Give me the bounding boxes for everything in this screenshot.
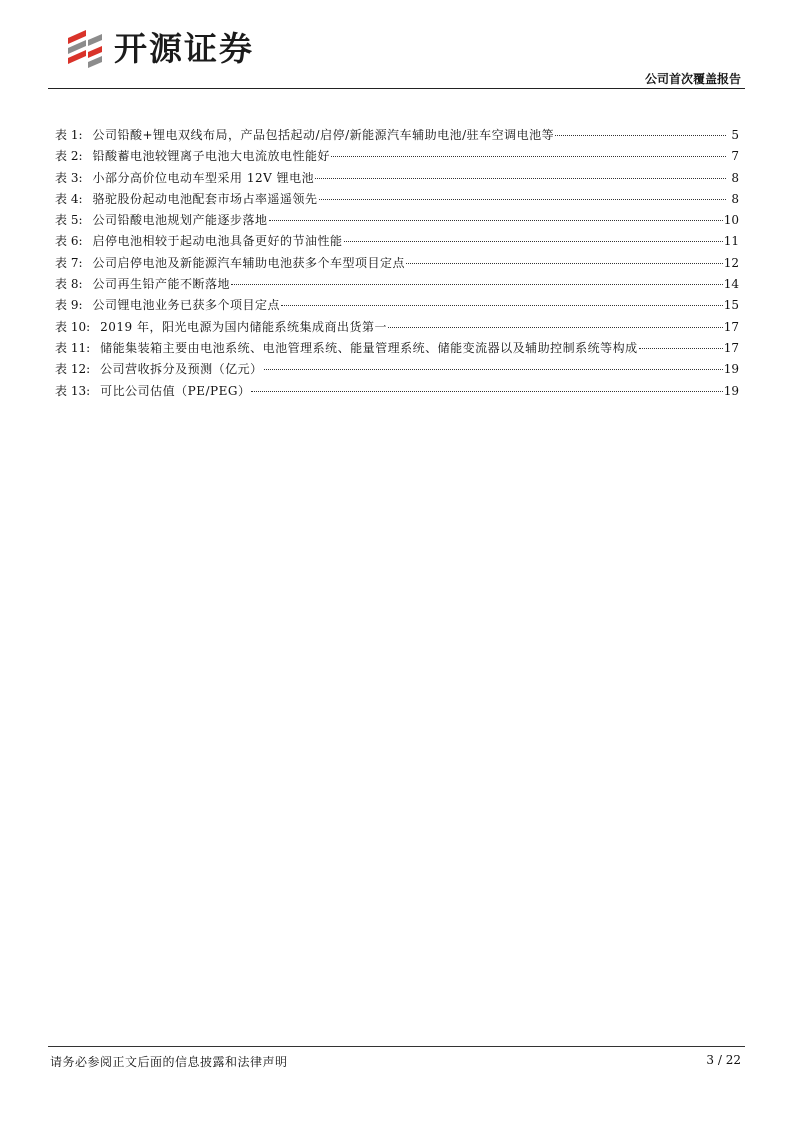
page-header xyxy=(0,0,793,90)
toc-entry-label: 表 2: xyxy=(55,149,83,164)
toc-entry-label: 表 1: xyxy=(55,128,83,142)
toc-entry-page: 12 xyxy=(723,255,739,270)
toc-entry-title: 公司锂电池业务已获多个项目定点 xyxy=(92,298,281,313)
toc-dot-leader xyxy=(319,185,726,200)
toc-entry-page: 8 xyxy=(731,191,739,206)
toc-dot-leader xyxy=(639,334,723,349)
toc-entry-page: 17 xyxy=(723,340,739,355)
toc-entry-title: 可比公司估值（PE/PEG） xyxy=(100,383,251,398)
toc-entry-title: 公司再生铅产能不断落地 xyxy=(92,277,231,292)
toc-entry-label: 表 10: xyxy=(55,319,91,334)
toc-entry-title: 小部分高价位电动车型采用 12V 锂电池 xyxy=(92,170,315,185)
toc-entry-label: 表 8: xyxy=(55,277,83,292)
logo-text: 开源证券 xyxy=(114,29,254,68)
toc-dot-leader xyxy=(269,206,723,221)
toc-dot-leader xyxy=(406,249,723,264)
toc-dot-leader xyxy=(231,270,723,285)
toc-entry-page: 14 xyxy=(723,277,739,292)
toc-entry-label: 表 7: xyxy=(55,255,83,270)
toc-entry-page: 8 xyxy=(731,170,739,185)
toc-dot-leader xyxy=(555,121,726,136)
toc-entry-title: 公司铅酸电池规划产能逐步落地 xyxy=(92,213,268,228)
toc-entry-title: 公司铅酸+锂电双线布局，产品包括起动/启停/新能源汽车辅助电池/驻车空调电池等 xyxy=(92,128,555,142)
toc-entry-page: 5 xyxy=(731,128,739,142)
toc-entry-label: 表 9: xyxy=(55,298,83,313)
toc-entry-label: 表 3: xyxy=(55,170,83,185)
toc-entry-label: 表 11: xyxy=(55,340,91,355)
toc-entry-title: 铅酸蓄电池较锂离子电池大电流放电性能好 xyxy=(92,149,331,164)
footer-disclaimer: 请务必参阅正文后面的信息披露和法律声明 xyxy=(50,1055,288,1069)
company-logo xyxy=(62,26,254,72)
toc-entry-title: 启停电池相较于起动电池具备更好的节油性能 xyxy=(92,234,343,249)
toc-entry-label: 表 13: xyxy=(55,383,91,398)
toc-entry-page: 15 xyxy=(723,298,739,313)
toc-dot-leader xyxy=(344,227,723,242)
toc-entry-label: 表 5: xyxy=(55,213,83,228)
header-divider xyxy=(48,88,745,89)
toc-entry-page: 10 xyxy=(723,213,739,228)
toc-entry[interactable] xyxy=(55,380,739,401)
table-of-tables xyxy=(55,124,739,401)
toc-entry-page: 7 xyxy=(731,149,739,164)
toc-dot-leader xyxy=(331,142,726,157)
report-type-label: 公司首次覆盖报告 xyxy=(644,72,741,86)
toc-entry-title: 2019 年，阳光电源为国内储能系统集成商出货第一 xyxy=(100,319,387,334)
toc-entry-page: 19 xyxy=(723,383,739,398)
toc-entry-title: 骆驼股份起动电池配套市场占率遥遥领先 xyxy=(92,191,318,206)
toc-dot-leader xyxy=(264,355,723,370)
toc-dot-leader xyxy=(251,377,722,392)
footer-divider xyxy=(48,1046,745,1047)
toc-dot-leader xyxy=(281,291,723,306)
toc-dot-leader xyxy=(315,164,726,179)
toc-entry-page: 19 xyxy=(723,362,739,377)
toc-entry[interactable] xyxy=(55,316,739,337)
toc-entry-title: 储能集装箱主要由电池系统、电池管理系统、能量管理系统、储能变流器以及辅助控制系统等构成 xyxy=(100,340,638,355)
toc-dot-leader xyxy=(388,313,723,328)
toc-entry-title: 公司启停电池及新能源汽车辅助电池获多个车型项目定点 xyxy=(92,255,406,270)
page-indicator: 3 / 22 xyxy=(706,1053,741,1067)
toc-entry-label: 表 12: xyxy=(55,362,91,377)
toc-entry-label: 表 4: xyxy=(55,191,83,206)
toc-entry-label: 表 6: xyxy=(55,234,83,249)
toc-entry-title: 公司营收拆分及预测（亿元） xyxy=(100,362,263,377)
logo-mark-icon xyxy=(62,26,108,72)
toc-entry-page: 17 xyxy=(723,319,739,334)
toc-entry-page: 11 xyxy=(723,234,739,249)
